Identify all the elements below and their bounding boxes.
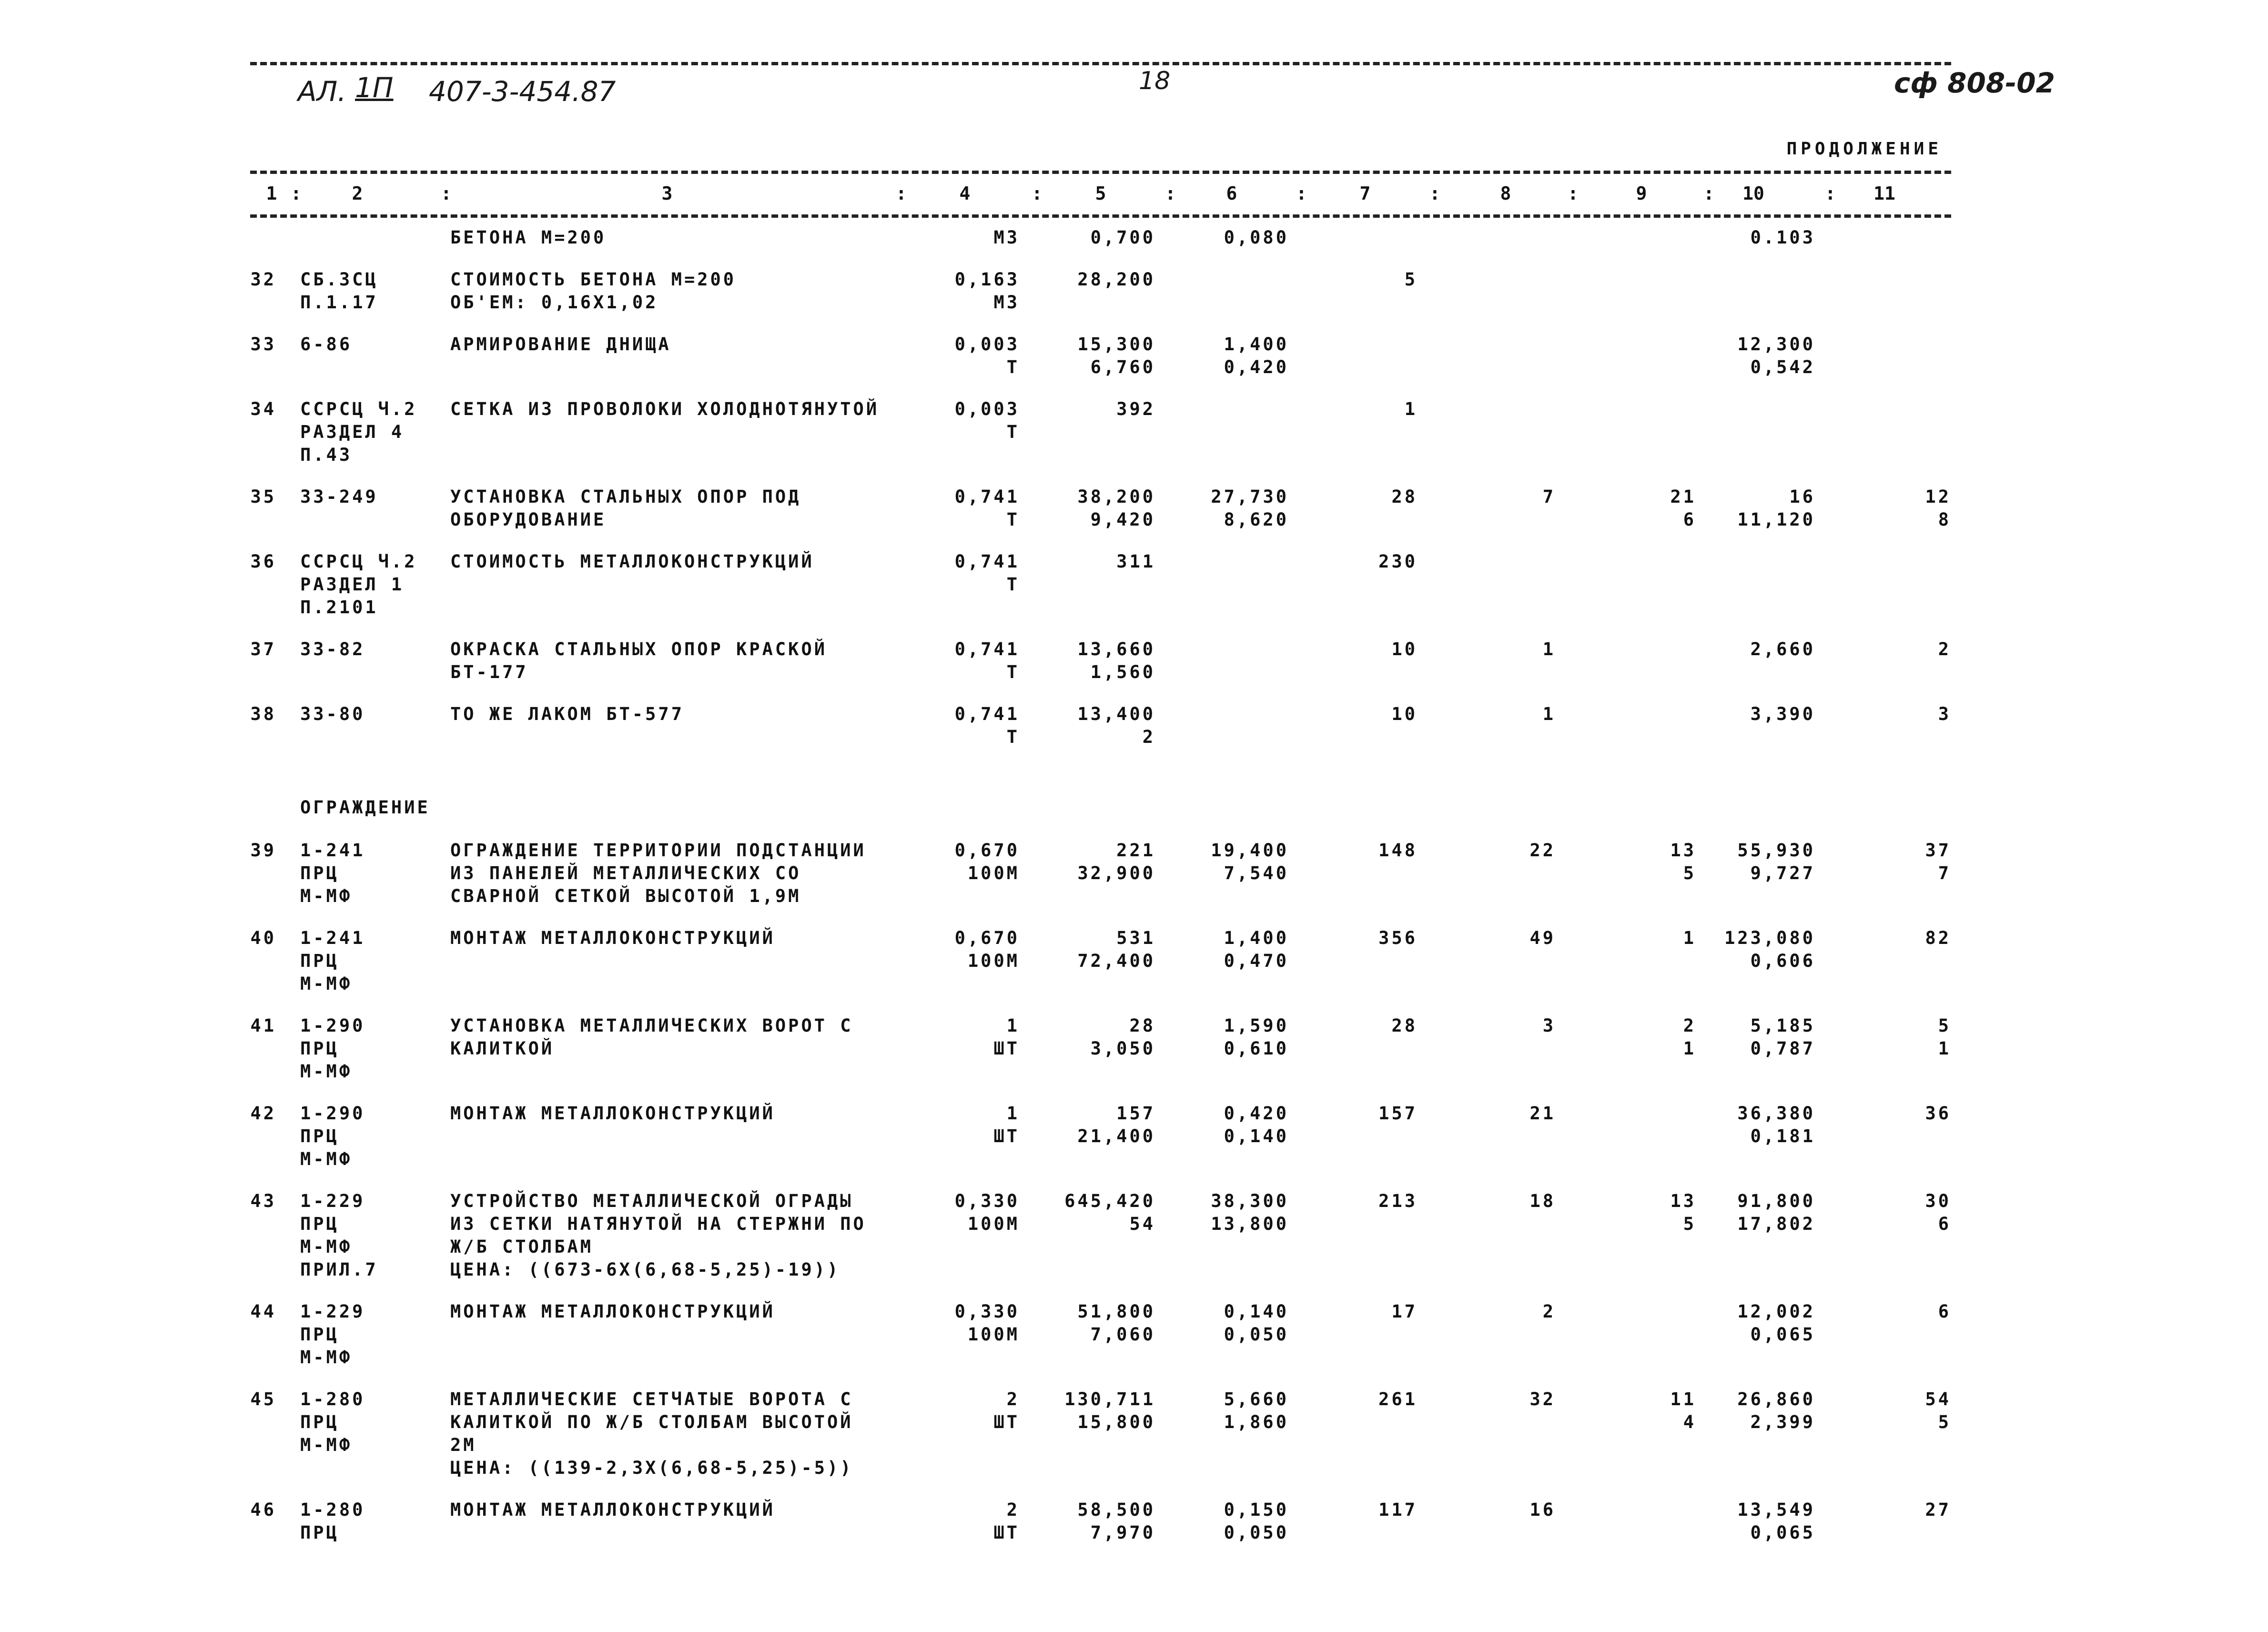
description: МОНТАЖ МЕТАЛЛОКОНСТРУКЦИЙ	[450, 1301, 775, 1322]
col-10-value: 0.103	[1750, 227, 1815, 248]
rate-code: 1-280 ПРЦ	[300, 1500, 365, 1543]
col-6-value: 38,300 13,800	[1211, 1191, 1289, 1234]
col-7-value: 1	[1404, 399, 1418, 419]
rate-code: 1-229 ПРЦ М-МФ	[300, 1301, 365, 1368]
col-header-10: 10	[1742, 183, 1764, 204]
description: АРМИРОВАНИЕ ДНИЩА	[450, 334, 671, 355]
row-number: 45	[250, 1389, 276, 1409]
table-row	[250, 638, 1951, 703]
col-7-value: 213	[1378, 1191, 1418, 1211]
row-number: 44	[250, 1301, 276, 1322]
col-6-value: 5,660 1,860	[1224, 1389, 1289, 1432]
col-header-1: 1	[266, 183, 277, 204]
col-8-value	[1437, 333, 1556, 356]
col-11-value	[1822, 268, 1951, 291]
col-10-value: 36,380 0,181	[1737, 1103, 1815, 1146]
col-6-value: 1,400 0,470	[1224, 928, 1289, 971]
col-9-value	[1570, 398, 1696, 421]
rate-code: 33-249	[300, 487, 378, 507]
rate-code: 1-290 ПРЦ М-МФ	[300, 1103, 365, 1169]
col-5-value: 221 32,900	[1077, 840, 1155, 883]
table-row	[250, 333, 1951, 398]
table-row	[250, 1388, 1951, 1499]
col-6-value: 19,400 7,540	[1211, 840, 1289, 883]
col-8-value	[1437, 268, 1556, 291]
quantity-unit: 2 ШТ	[993, 1389, 1020, 1432]
col-7-value	[1298, 333, 1418, 356]
col-header-9: 9	[1636, 183, 1647, 204]
header-rule-bottom	[250, 214, 1951, 218]
table-row	[250, 268, 1951, 333]
col-5-value: 0,700	[1090, 227, 1155, 248]
table-row	[250, 1190, 1951, 1300]
col-5-value: 51,800 7,060	[1077, 1301, 1155, 1345]
quantity-unit: 0,003 Т	[954, 399, 1020, 442]
col-7-value: 10	[1391, 704, 1418, 724]
col-7-value: 157	[1378, 1103, 1418, 1124]
quantity-unit: 1 ШТ	[993, 1103, 1020, 1146]
col-8-value: 21	[1529, 1103, 1556, 1124]
col-8-value: 32	[1529, 1389, 1556, 1409]
section-heading: ОГРАЖДЕНИЕ	[300, 797, 430, 818]
col-9-value	[1570, 1499, 1696, 1521]
row-number: 38	[250, 704, 276, 724]
col-header-7: 7	[1359, 183, 1371, 204]
col-5-value: 392	[1116, 399, 1155, 419]
row-number	[250, 226, 276, 249]
col-8-value: 3	[1542, 1015, 1556, 1036]
table-row	[250, 398, 1951, 486]
col-10-value: 13,549 0,065	[1737, 1500, 1815, 1543]
col-10-value: 12,002 0,065	[1737, 1301, 1815, 1345]
col-11-value: 12 8	[1925, 487, 1951, 530]
row-number: 40	[250, 928, 276, 948]
col-5-value: 28,200	[1077, 269, 1155, 290]
col-9-value	[1570, 638, 1696, 661]
row-number: 35	[250, 487, 276, 507]
col-6-value: 0,080	[1224, 227, 1289, 248]
col-5-value: 38,200 9,420	[1077, 487, 1155, 530]
description: МЕТАЛЛИЧЕСКИЕ СЕТЧАТЫЕ ВОРОТА С КАЛИТКОЙ ПО Ж/Б СТОЛБАМ ВЫСОТОЙ 2М ЦЕНА: ((139-2,3Х(6,68-5,25)-5))	[450, 1389, 853, 1478]
document-code: сф 808-02	[1894, 67, 2055, 99]
col-header-11: 11	[1873, 183, 1895, 204]
rate-code: 1-241 ПРЦ М-МФ	[300, 928, 365, 994]
col-11-value: 82	[1925, 928, 1951, 948]
col-10-value: 12,300 0,542	[1737, 334, 1815, 377]
col-9-value	[1570, 1102, 1696, 1125]
col-11-value: 5 1	[1938, 1015, 1951, 1059]
col-5-value: 157 21,400	[1077, 1103, 1155, 1146]
col-11-value: 54 5	[1925, 1389, 1951, 1432]
row-number: 43	[250, 1191, 276, 1211]
quantity-unit: М3	[993, 227, 1020, 248]
col-5-value: 58,500 7,970	[1077, 1500, 1155, 1543]
description: УСТАНОВКА СТАЛЬНЫХ ОПОР ПОД ОБОРУДОВАНИЕ	[450, 487, 801, 530]
quantity-unit: 0,670 100М	[954, 840, 1020, 883]
rate-code: 1-280 ПРЦ М-МФ	[300, 1389, 365, 1455]
col-6-value	[1170, 638, 1289, 661]
col-8-value: 49	[1529, 928, 1556, 948]
rate-code: 33-80	[300, 704, 365, 724]
col-11-value: 3	[1938, 704, 1951, 724]
row-number: 34	[250, 399, 276, 419]
col-11-value: 27	[1925, 1500, 1951, 1520]
col-8-value	[1437, 226, 1556, 249]
col-8-value	[1437, 550, 1556, 573]
table-row	[250, 927, 1951, 1014]
col-header-6: 6	[1226, 183, 1237, 204]
rate-code: 1-241 ПРЦ М-МФ	[300, 840, 365, 906]
col-8-value: 22	[1529, 840, 1556, 861]
description: ОКРАСКА СТАЛЬНЫХ ОПОР КРАСКОЙ БТ-177	[450, 639, 828, 682]
row-number: 36	[250, 551, 276, 572]
col-5-value: 645,420 54	[1064, 1191, 1155, 1234]
col-8-value: 18	[1529, 1191, 1556, 1211]
col-11-value: 36	[1925, 1103, 1951, 1124]
col-11-value: 30 6	[1925, 1191, 1951, 1234]
col-10-value	[1699, 268, 1815, 291]
col-11-value	[1822, 550, 1951, 573]
col-10-value	[1699, 398, 1815, 421]
rate-code: СБ.ЗСЦ П.1.17	[300, 269, 378, 313]
col-5-value: 531 72,400	[1077, 928, 1155, 971]
table-row	[250, 1499, 1951, 1563]
col-8-value: 16	[1529, 1500, 1556, 1520]
quantity-unit: 0,741 Т	[954, 639, 1020, 682]
table-row	[250, 550, 1951, 638]
sheet-code: АЛ.	[298, 75, 346, 108]
description: МОНТАЖ МЕТАЛЛОКОНСТРУКЦИЙ	[450, 1103, 775, 1124]
estimate-table	[250, 226, 1951, 1563]
sheet-number: 1П	[355, 71, 394, 104]
col-9-value: 13 5	[1670, 1191, 1696, 1234]
description: УСТАНОВКА МЕТАЛЛИЧЕСКИХ ВОРОТ С КАЛИТКОЙ	[450, 1015, 853, 1059]
description: СТОИМОСТЬ МЕТАЛЛОКОНСТРУКЦИЙ	[450, 551, 814, 572]
col-9-value	[1570, 703, 1696, 726]
col-8-value: 2	[1542, 1301, 1556, 1322]
col-7-value: 5	[1404, 269, 1418, 290]
col-9-value	[1570, 550, 1696, 573]
col-7-value	[1298, 226, 1418, 249]
table-row	[250, 226, 1951, 268]
row-number: 39	[250, 840, 276, 861]
rate-code: ССРСЦ Ч.2 РАЗДЕЛ 1 П.2101	[300, 551, 417, 618]
table-row	[250, 1102, 1951, 1190]
col-10-value: 55,930 9,727	[1737, 840, 1815, 883]
col-7-value: 28	[1391, 487, 1418, 507]
quantity-unit: 0,741 Т	[954, 704, 1020, 747]
col-8-value: 1	[1542, 704, 1556, 724]
table-row	[250, 703, 1951, 768]
col-11-value: 2	[1938, 639, 1951, 659]
table-row	[250, 1300, 1951, 1388]
col-11-value	[1822, 398, 1951, 421]
quantity-unit: 2 ШТ	[993, 1500, 1020, 1543]
col-10-value: 5,185 0,787	[1750, 1015, 1815, 1059]
quantity-unit: 0,003 Т	[954, 334, 1020, 377]
row-number: 42	[250, 1103, 276, 1124]
col-11-value	[1822, 333, 1951, 356]
table-row	[250, 839, 1951, 927]
col-11-value: 37 7	[1925, 840, 1951, 883]
col-7-value: 117	[1378, 1500, 1418, 1520]
top-rule	[250, 62, 1951, 65]
col-11-value: 6	[1938, 1301, 1951, 1322]
col-10-value: 26,860 2,399	[1737, 1389, 1815, 1432]
description: БЕТОНА М=200	[450, 227, 607, 248]
rate-code: 33-82	[300, 639, 365, 659]
description: ТО ЖЕ ЛАКОМ БТ-577	[450, 704, 684, 724]
col-7-value: 261	[1378, 1389, 1418, 1409]
col-header-3: 3	[661, 183, 673, 204]
col-9-value: 21 6	[1670, 487, 1696, 530]
col-5-value: 311	[1116, 551, 1155, 572]
quantity-unit: 0,163 М3	[954, 269, 1020, 313]
col-5-value: 13,660 1,560	[1077, 639, 1155, 682]
column-header: 1 : 2 : 3 : 4 : 5 : 6 : 7 : 8 : 9 : 10 : 11	[250, 183, 1951, 207]
col-6-value: 0,420 0,140	[1224, 1103, 1289, 1146]
continuation-label: ПРОДОЛЖЕНИЕ	[1786, 139, 1942, 159]
rate-code: 1-229 ПРЦ М-МФ ПРИЛ.7	[300, 1191, 378, 1280]
col-10-value	[1699, 550, 1815, 573]
col-7-value: 230	[1378, 551, 1418, 572]
quantity-unit: 0,330 100М	[954, 1191, 1020, 1234]
col-9-value: 2 1	[1683, 1015, 1696, 1059]
col-10-value: 3,390	[1750, 704, 1815, 724]
rate-code	[300, 226, 443, 249]
col-10-value: 2,660	[1750, 639, 1815, 659]
rate-code: ССРСЦ Ч.2 РАЗДЕЛ 4 П.43	[300, 399, 417, 465]
col-7-value: 10	[1391, 639, 1418, 659]
col-5-value: 28 3,050	[1090, 1015, 1155, 1059]
project-number: 407-3-454.87	[429, 75, 616, 108]
col-header-2: 2	[352, 183, 363, 204]
col-6-value: 1,590 0,610	[1224, 1015, 1289, 1059]
col-9-value: 11 4	[1670, 1389, 1696, 1432]
col-header-4: 4	[959, 183, 971, 204]
description: МОНТАЖ МЕТАЛЛОКОНСТРУКЦИЙ	[450, 928, 775, 948]
table-row	[250, 486, 1951, 550]
col-9-value	[1570, 1300, 1696, 1323]
page-number: 18	[1139, 67, 1171, 95]
description: СТОИМОСТЬ БЕТОНА М=200 ОБ'ЕМ: 0,16Х1,02	[450, 269, 737, 313]
rate-code: 1-290 ПРЦ М-МФ	[300, 1015, 365, 1082]
col-10-value: 91,800 17,802	[1737, 1191, 1815, 1234]
col-10-value: 16 11,120	[1737, 487, 1815, 530]
col-6-value: 0,140 0,050	[1224, 1301, 1289, 1345]
col-9-value: 13 5	[1670, 840, 1696, 883]
quantity-unit: 0,330 100М	[954, 1301, 1020, 1345]
col-7-value: 28	[1391, 1015, 1418, 1036]
col-6-value: 27,730 8,620	[1211, 487, 1289, 530]
row-number: 41	[250, 1015, 276, 1036]
row-number: 46	[250, 1500, 276, 1520]
col-header-5: 5	[1095, 183, 1106, 204]
col-6-value: 0,150 0,050	[1224, 1500, 1289, 1543]
col-9-value	[1570, 333, 1696, 356]
col-6-value: 1,400 0,420	[1224, 334, 1289, 377]
col-5-value: 130,711 15,800	[1064, 1389, 1155, 1432]
col-6-value	[1170, 398, 1289, 421]
description: ОГРАЖДЕНИЕ ТЕРРИТОРИИ ПОДСТАНЦИИ ИЗ ПАНЕЛЕЙ МЕТАЛЛИЧЕСКИХ СО СВАРНОЙ СЕТКОЙ ВЫСОТОЙ 1,9М	[450, 840, 866, 906]
quantity-unit: 0,741 Т	[954, 551, 1020, 595]
col-7-value: 17	[1391, 1301, 1418, 1322]
col-10-value: 123,080 0,606	[1724, 928, 1815, 971]
col-5-value: 13,400 2	[1077, 704, 1155, 747]
col-11-value	[1822, 226, 1951, 249]
description: УСТРОЙСТВО МЕТАЛЛИЧЕСКОЙ ОГРАДЫ ИЗ СЕТКИ НАТЯНУТОЙ НА СТЕРЖНИ ПО Ж/Б СТОЛБАМ ЦЕНА: ((673-6Х(6,68-5,25)-19))	[450, 1191, 866, 1280]
table-row	[250, 1014, 1951, 1102]
row-number: 32	[250, 269, 276, 290]
col-7-value: 148	[1378, 840, 1418, 861]
row-number: 33	[250, 334, 276, 355]
col-6-value	[1170, 268, 1289, 291]
row-number: 37	[250, 639, 276, 659]
col-7-value: 356	[1378, 928, 1418, 948]
col-header-8: 8	[1500, 183, 1511, 204]
quantity-unit: 1 ШТ	[993, 1015, 1020, 1059]
col-6-value	[1170, 550, 1289, 573]
col-8-value: 7	[1542, 487, 1556, 507]
rate-code: 6-86	[300, 334, 353, 355]
col-9-value	[1570, 268, 1696, 291]
col-9-value: 1	[1683, 928, 1696, 948]
col-8-value	[1437, 398, 1556, 421]
description: МОНТАЖ МЕТАЛЛОКОНСТРУКЦИЙ	[450, 1500, 775, 1520]
quantity-unit: 0,741 Т	[954, 487, 1020, 530]
description: СЕТКА ИЗ ПРОВОЛОКИ ХОЛОДНОТЯНУТОЙ	[450, 399, 880, 419]
col-8-value: 1	[1542, 639, 1556, 659]
col-6-value	[1170, 703, 1289, 726]
header-rule-top	[250, 171, 1951, 174]
col-9-value	[1570, 226, 1696, 249]
quantity-unit: 0,670 100М	[954, 928, 1020, 971]
col-5-value: 15,300 6,760	[1077, 334, 1155, 377]
